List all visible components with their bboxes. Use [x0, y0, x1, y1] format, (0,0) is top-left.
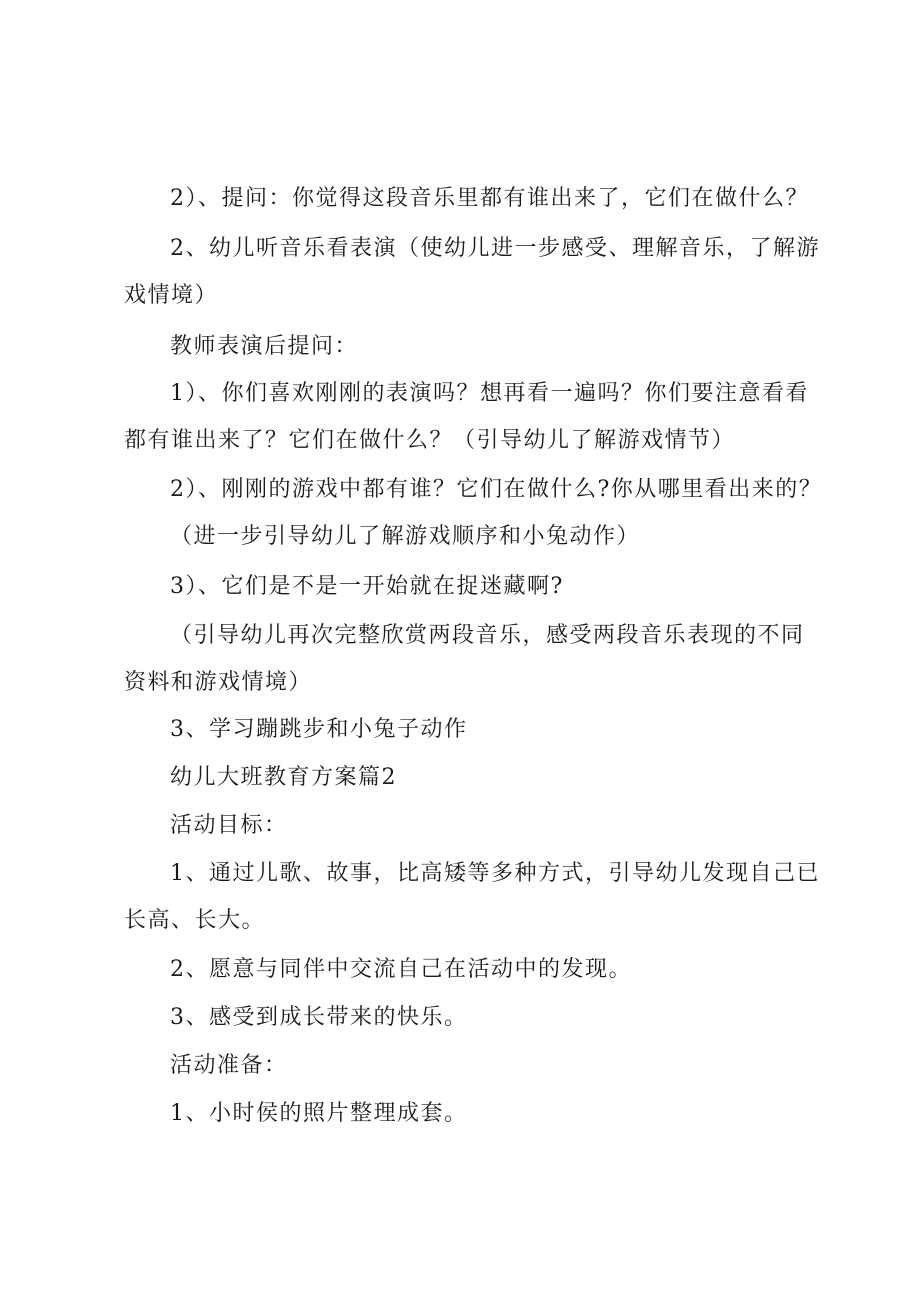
paragraph-question-3: 3）、它们是不是一开始就在捉迷藏啊? — [170, 574, 564, 599]
paragraph-question-2: 2）、刚刚的游戏中都有谁？它们在做什么?你从哪里看出来的？ — [170, 477, 823, 502]
heading-activity-prep: 活动准备： — [170, 1053, 288, 1078]
paragraph-guide-order: （进一步引导幼儿了解游戏顺序和小兔动作） — [170, 524, 641, 549]
paragraph-teacher-question: 教师表演后提问： — [170, 334, 359, 359]
paragraph-goal-2: 2、愿意与同伴中交流自己在活动中的发现。 — [170, 957, 632, 982]
section-title: 幼儿大班教育方案篇2 — [170, 765, 397, 790]
heading-activity-goals: 活动目标： — [170, 813, 288, 838]
paragraph-prep-1: 1、小时侯的照片整理成套。 — [170, 1101, 468, 1126]
paragraph-question-music: 2）、提问：你觉得这段音乐里都有谁出来了，它们在做什么？ — [170, 186, 809, 211]
paragraph-learn-steps: 3、学习蹦跳步和小兔子动作 — [170, 717, 468, 742]
paragraph-guide-listen: （引导幼儿再次完整欣赏两段音乐，感受两段音乐表现的不同资料和游戏情境） — [124, 623, 805, 695]
paragraph-watch-performance: 2、幼儿听音乐看表演（使幼儿进一步感受、理解音乐，了解游戏情境） — [124, 236, 820, 308]
paragraph-goal-3: 3、感受到成长带来的快乐。 — [170, 1005, 468, 1030]
paragraph-question-1: 1）、你们喜欢刚刚的表演吗？想再看一遍吗？你们要注意看看都有谁出来了？它们在做什么？（引导幼儿了解游戏情节） — [124, 381, 809, 453]
paragraph-goal-1: 1、通过儿歌、故事，比高矮等多种方式，引导幼儿发现自己已长高、长大。 — [124, 861, 820, 933]
